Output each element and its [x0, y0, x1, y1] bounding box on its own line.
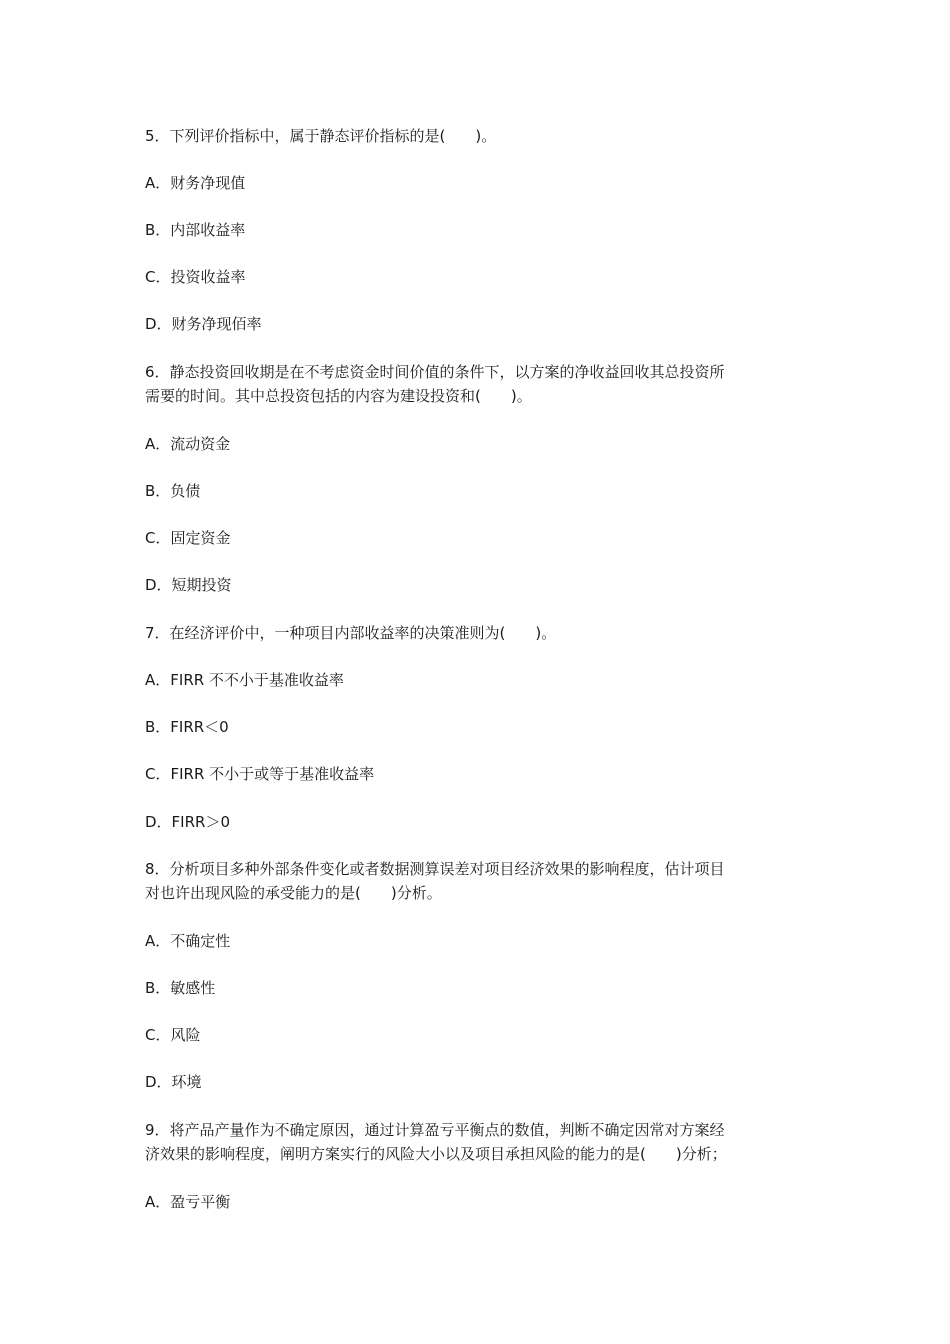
- question-9-stem-line2: 济效果的影响程度，阐明方案实行的风险大小以及项目承担风险的能力的是( )分析；: [145, 1145, 727, 1163]
- question-8-option-b: B．敏感性: [145, 979, 216, 997]
- question-6-option-a: A．流动资金: [145, 435, 231, 453]
- question-8-option-a: A．不确定性: [145, 932, 231, 950]
- question-6-option-c: C．固定资金: [145, 529, 231, 547]
- question-5-option-a: A．财务净现值: [145, 174, 246, 192]
- question-5-option-c: C．投资收益率: [145, 268, 246, 286]
- question-6-option-b: B．负债: [145, 482, 201, 500]
- question-6-stem-line2: 需要的时间。其中总投资包括的内容为建设投资和( )。: [145, 387, 532, 405]
- question-7-option-a: A．FIRR 不不小于基准收益率: [145, 671, 344, 689]
- question-7-option-d: D．FIRR＞0: [145, 813, 230, 831]
- question-9-option-a: A．盈亏平衡: [145, 1193, 231, 1211]
- question-5-option-d: D．财务净现佰率: [145, 315, 262, 333]
- question-6-option-d: D．短期投资: [145, 576, 232, 594]
- question-9-stem-line1: 9．将产品产量作为不确定原因，通过计算盈亏平衡点的数值，判断不确定因常对方案经: [145, 1121, 725, 1139]
- question-7-option-b: B．FIRR＜0: [145, 718, 229, 736]
- question-7-stem: 7．在经济评价中，一种项目内部收益率的决策准则为( )。: [145, 624, 557, 642]
- question-7-option-c: C．FIRR 不小于或等于基准收益率: [145, 765, 375, 783]
- question-8-stem-line1: 8．分析项目多种外部条件变化或者数据测算误差对项目经济效果的影响程度，估计项目: [145, 860, 725, 878]
- question-5-option-b: B．内部收益率: [145, 221, 246, 239]
- question-8-option-c: C．风险: [145, 1026, 201, 1044]
- question-8-option-d: D．环境: [145, 1073, 202, 1091]
- question-8-stem-line2: 对也许出现风险的承受能力的是( )分析。: [145, 884, 442, 902]
- question-6-stem-line1: 6．静态投资回收期是在不考虑资金时间价值的条件下，以方案的净收益回收其总投资所: [145, 363, 725, 381]
- question-5-stem: 5．下列评价指标中，属于静态评价指标的是( )。: [145, 127, 497, 145]
